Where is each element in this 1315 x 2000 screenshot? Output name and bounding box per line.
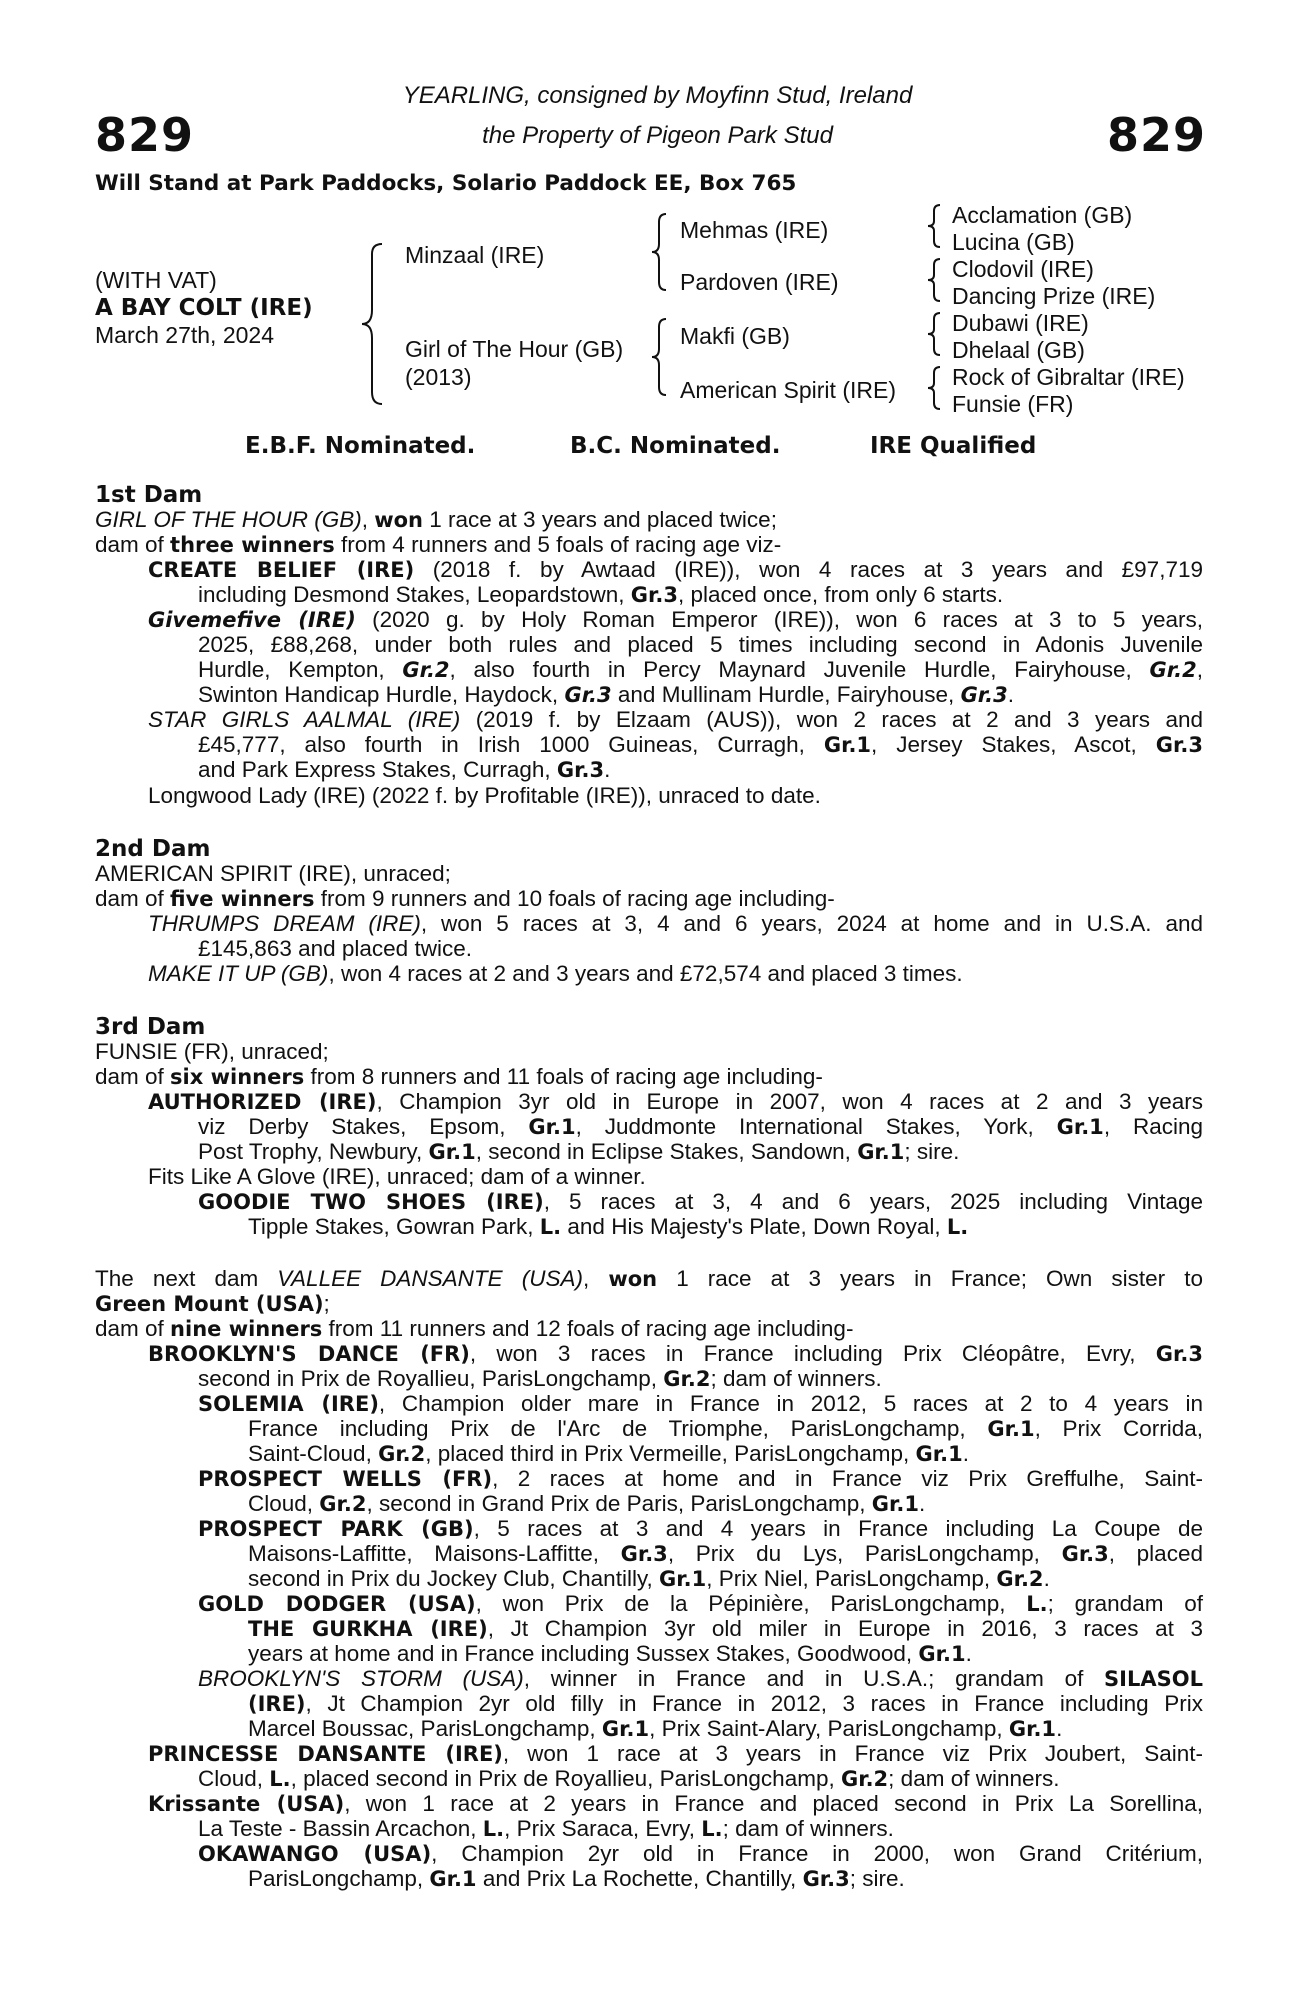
ancestor-8: Funsie (FR): [952, 391, 1074, 417]
third-dam-heading: 3rd Dam: [95, 1014, 206, 1040]
dam1-line10: £45,777, also fourth in Irish 1000 Guineas, Curragh, Gr.1, Jersey Stakes, Ascot, Gr.3: [198, 732, 1203, 757]
bc-nominated: B.C. Nominated.: [570, 433, 781, 459]
next-line3: dam of nine winners from 11 runners and 12 foals of racing age including-: [95, 1316, 854, 1341]
pedigree-bracket-g2: [925, 256, 945, 304]
dam: Girl of The Hour (GB): [405, 336, 624, 362]
dam2-line2: dam of five winners from 9 runners and 10 foals of racing age including-: [95, 886, 835, 911]
lot-number-left: 829: [95, 108, 195, 162]
dam1-line9: STAR GIRLS AALMAL (IRE) (2019 f. by Elzaam (AUS)), won 2 races at 2 and 3 years and: [148, 707, 1204, 732]
ancestor-6: Dhelaal (GB): [952, 337, 1085, 363]
lot-number-right: 829: [1107, 108, 1207, 162]
pedigree-bracket-main: [360, 240, 390, 410]
dam2-line3: THRUMPS DREAM (IRE), won 5 races at 3, 4 and 6 years, 2024 at home and in U.S.A. and: [148, 911, 1203, 936]
dam1-line8: Swinton Handicap Hurdle, Haydock, Gr.3 and Mullinam Hurdle, Fairyhouse, Gr.3.: [198, 682, 1015, 707]
dam1-line7: Hurdle, Kempton, Gr.2, also fourth in Percy Maynard Juvenile Hurdle, Fairyhouse, Gr.2,: [198, 657, 1204, 682]
dam3-line2: dam of six winners from 8 runners and 11 foals of racing age including-: [95, 1064, 823, 1089]
vat-note: (WITH VAT): [95, 267, 217, 293]
dam1-line3: CREATE BELIEF (IRE) (2018 f. by Awtaad (IRE)), won 4 races at 3 years and £97,719: [148, 557, 1203, 582]
next-line9: PROSPECT WELLS (FR), 2 races at home and in France viz Prix Greffulhe, Saint-: [198, 1466, 1203, 1491]
next-line23: La Teste - Bassin Arcachon, L., Prix Saraca, Evry, L.; dam of winners.: [198, 1816, 894, 1841]
next-line17: BROOKLYN'S STORM (USA), winner in France and in U.S.A.; grandam of SILASOL: [198, 1666, 1203, 1691]
next-line22: Krissante (USA), won 1 race at 2 years in France and placed second in Prix La Sorellina,: [148, 1791, 1203, 1816]
dam3-line7: GOODIE TWO SHOES (IRE), 5 races at 3, 4 and 6 years, 2025 including Vintage: [198, 1189, 1203, 1214]
next-line15: THE GURKHA (IRE), Jt Champion 3yr old miler in Europe in 2016, 3 races at 3: [248, 1616, 1203, 1641]
dam2-line4: £145,863 and placed twice.: [198, 936, 472, 961]
pedigree-bracket-g1: [925, 202, 945, 250]
next-line2: Green Mount (USA);: [95, 1291, 330, 1316]
dam2-line5: MAKE IT UP (GB), won 4 races at 2 and 3 years and £72,574 and placed 3 times.: [148, 961, 963, 986]
foaling-date: March 27th, 2024: [95, 322, 275, 348]
pedigree-bracket-sire: [650, 210, 670, 295]
next-line19: Marcel Boussac, ParisLongchamp, Gr.1, Prix Saint-Alary, ParisLongchamp, Gr.1.: [248, 1716, 1063, 1741]
dam3-line8: Tipple Stakes, Gowran Park, L. and His Majesty's Plate, Down Royal, L.: [248, 1214, 969, 1239]
pedigree-bracket-g4: [925, 364, 945, 412]
dam1-line1: GIRL OF THE HOUR (GB), won 1 race at 3 years and placed twice;: [95, 507, 777, 532]
next-line20: PRINCESSE DANSANTE (IRE), won 1 race at 3 years in France viz Prix Joubert, Saint-: [148, 1741, 1203, 1766]
next-line11: PROSPECT PARK (GB), 5 races at 3 and 4 years in France including La Coupe de: [198, 1516, 1203, 1541]
next-line13: second in Prix du Jockey Club, Chantilly, Gr.1, Prix Niel, ParisLongchamp, Gr.2.: [248, 1566, 1050, 1591]
sire-dam: Pardoven (IRE): [680, 269, 839, 295]
next-line12: Maisons-Laffitte, Maisons-Laffitte, Gr.3, Prix du Lys, ParisLongchamp, Gr.3, placed: [248, 1541, 1203, 1566]
dam3-line5: Post Trophy, Newbury, Gr.1, second in Eclipse Stakes, Sandown, Gr.1; sire.: [198, 1139, 960, 1164]
next-line16: years at home and in France including Sussex Stakes, Goodwood, Gr.1.: [248, 1641, 972, 1666]
dam3-line4: viz Derby Stakes, Epsom, Gr.1, Juddmonte International Stakes, York, Gr.1, Racing: [198, 1114, 1203, 1139]
ancestor-3: Clodovil (IRE): [952, 256, 1094, 282]
dam1-line2: dam of three winners from 4 runners and 5 foals of racing age viz-: [95, 532, 782, 557]
second-dam-heading: 2nd Dam: [95, 836, 211, 862]
dam2-line1: AMERICAN SPIRIT (IRE), unraced;: [95, 861, 451, 886]
next-line6: SOLEMIA (IRE), Champion older mare in France in 2012, 5 races at 2 to 4 years in: [198, 1391, 1203, 1416]
next-line7: France including Prix de l'Arc de Triomphe, ParisLongchamp, Gr.1, Prix Corrida,: [248, 1416, 1204, 1441]
dam-dam: American Spirit (IRE): [680, 377, 896, 403]
ancestor-4: Dancing Prize (IRE): [952, 283, 1156, 309]
next-line18: (IRE), Jt Champion 2yr old filly in France in 2012, 3 races in France including Prix: [248, 1691, 1203, 1716]
ancestor-7: Rock of Gibraltar (IRE): [952, 364, 1185, 390]
next-line14: GOLD DODGER (USA), won Prix de la Pépinière, ParisLongchamp, L.; grandam of: [198, 1591, 1203, 1616]
ire-qualified: IRE Qualified: [870, 433, 1037, 459]
dam3-line6: Fits Like A Glove (IRE), unraced; dam of a winner.: [148, 1164, 646, 1189]
consignor-line: YEARLING, consigned by Moyfinn Stud, Ireland: [402, 82, 913, 109]
next-line10: Cloud, Gr.2, second in Grand Prix de Paris, ParisLongchamp, Gr.1.: [248, 1491, 926, 1516]
horse-name: A BAY COLT (IRE): [95, 295, 313, 321]
ancestor-1: Acclamation (GB): [952, 202, 1133, 228]
pedigree-bracket-g3: [925, 310, 945, 358]
dam3-line1: FUNSIE (FR), unraced;: [95, 1039, 329, 1064]
first-dam-heading: 1st Dam: [95, 482, 203, 508]
dam-sire: Makfi (GB): [680, 323, 790, 349]
ancestor-5: Dubawi (IRE): [952, 310, 1089, 336]
dam-year: (2013): [405, 364, 472, 390]
next-line21: Cloud, L., placed second in Prix de Royallieu, ParisLongchamp, Gr.2; dam of winners.: [198, 1766, 1060, 1791]
next-line25: ParisLongchamp, Gr.1 and Prix La Rochette, Chantilly, Gr.3; sire.: [248, 1866, 905, 1891]
pedigree-bracket-dam: [650, 315, 670, 400]
next-line5: second in Prix de Royallieu, ParisLongchamp, Gr.2; dam of winners.: [198, 1366, 882, 1391]
stand-location: Will Stand at Park Paddocks, Solario Paddock EE, Box 765: [95, 171, 797, 196]
sire: Minzaal (IRE): [405, 242, 545, 268]
next-line4: BROOKLYN'S DANCE (FR), won 3 races in France including Prix Cléopâtre, Evry, Gr.3: [148, 1341, 1203, 1366]
next-line24: OKAWANGO (USA), Champion 2yr old in France in 2000, won Grand Critérium,: [198, 1841, 1203, 1866]
dam1-line6: 2025, £88,268, under both rules and placed 5 times including second in Adonis Juvenile: [198, 632, 1203, 657]
ancestor-2: Lucina (GB): [952, 229, 1075, 255]
next-line1: The next dam VALLEE DANSANTE (USA), won 1 race at 3 years in France; Own sister to: [95, 1266, 1203, 1291]
dam1-line4: including Desmond Stakes, Leopardstown, Gr.3, placed once, from only 6 starts.: [198, 582, 1004, 607]
property-line: the Property of Pigeon Park Stud: [482, 122, 833, 149]
dam1-line12: Longwood Lady (IRE) (2022 f. by Profitable (IRE)), unraced to date.: [148, 783, 821, 808]
dam1-line11: and Park Express Stakes, Curragh, Gr.3.: [198, 757, 611, 782]
sire-sire: Mehmas (IRE): [680, 217, 829, 243]
next-line8: Saint-Cloud, Gr.2, placed third in Prix Vermeille, ParisLongchamp, Gr.1.: [248, 1441, 969, 1466]
ebf-nominated: E.B.F. Nominated.: [245, 433, 476, 459]
dam1-line5: Givemefive (IRE) (2020 g. by Holy Roman Emperor (IRE)), won 6 races at 3 to 5 years,: [148, 607, 1203, 632]
dam3-line3: AUTHORIZED (IRE), Champion 3yr old in Europe in 2007, won 4 races at 2 and 3 years: [148, 1089, 1204, 1114]
